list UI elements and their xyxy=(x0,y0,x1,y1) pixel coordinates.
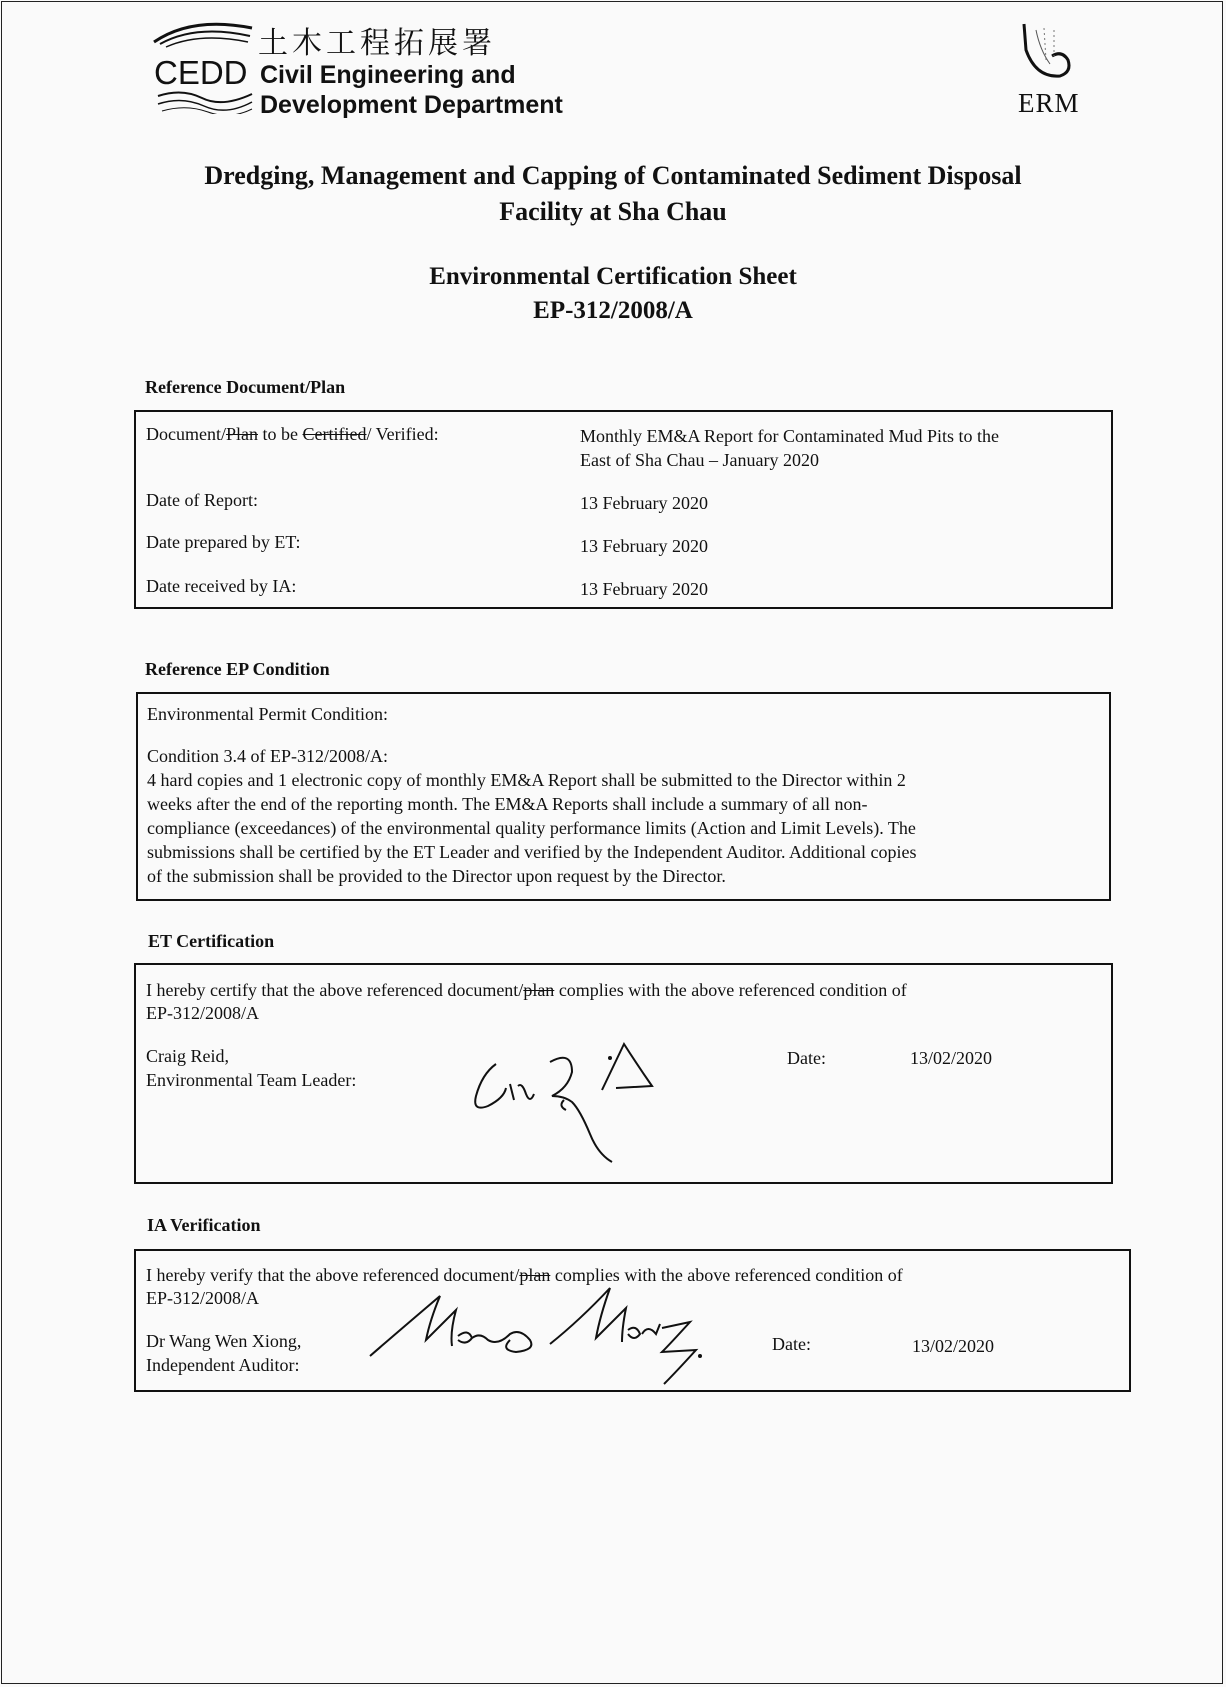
ia-signer-name: Dr Wang Wen Xiong, xyxy=(146,1331,302,1351)
date-received-label: Date received by IA: xyxy=(146,576,297,596)
document-label: Document/Plan to be Certified/ Verified: xyxy=(146,424,439,444)
document-value-line1: Monthly EM&A Report for Contaminated Mud Pits to the xyxy=(580,426,999,446)
ep-condition-line: of the submission shall be provided to the Director upon request by the Director. xyxy=(147,866,726,886)
document-value-line2: East of Sha Chau – January 2020 xyxy=(580,450,819,470)
sheet-title-line2: EP-312/2008/A xyxy=(533,297,693,324)
et-date-label: Date: xyxy=(787,1048,826,1068)
cedd-chinese-name: 土木工程拓展署 xyxy=(258,26,496,61)
ia-signature xyxy=(360,1280,720,1390)
cedd-english-name xyxy=(260,60,563,120)
document-title-line2: Facility at Sha Chau xyxy=(499,197,727,226)
date-prepared-label: Date prepared by ET: xyxy=(146,532,301,552)
cedd-logo xyxy=(152,14,262,114)
et-signer-role: Environmental Team Leader: xyxy=(146,1070,357,1090)
ia-signer-role: Independent Auditor: xyxy=(146,1355,300,1375)
ep-condition-label: Environmental Permit Condition: xyxy=(147,704,388,724)
svg-text:CEDD: CEDD xyxy=(154,54,248,91)
ep-condition-text xyxy=(147,768,1107,888)
document-value xyxy=(580,424,999,472)
et-certification-heading: ET Certification xyxy=(148,931,275,951)
document-title-line1: Dredging, Management and Capping of Contaminated Sediment Disposal xyxy=(204,161,1022,190)
date-prepared-value: 13 February 2020 xyxy=(580,536,708,556)
ep-condition-line: 4 hard copies and 1 electronic copy of monthly EM&A Report shall be submitted to the Director within 2 xyxy=(147,770,906,790)
cedd-name-line1: Civil Engineering and xyxy=(260,61,516,89)
ep-condition-heading: Reference EP Condition xyxy=(145,659,330,679)
ia-statement-line2: EP-312/2008/A xyxy=(146,1288,260,1308)
et-date-value: 13/02/2020 xyxy=(910,1048,993,1068)
date-received-value: 13 February 2020 xyxy=(580,579,708,599)
ia-date-value: 13/02/2020 xyxy=(912,1336,995,1356)
ia-date-label: Date: xyxy=(772,1334,811,1354)
ep-condition-title: Condition 3.4 of EP-312/2008/A: xyxy=(147,746,389,766)
et-signer-name: Craig Reid, xyxy=(146,1046,229,1066)
document-title xyxy=(0,158,1226,230)
et-statement-line1: I hereby certify that the above referenced document/plan complies with the above referenced condition of xyxy=(146,980,907,1000)
date-of-report-label: Date of Report: xyxy=(146,490,258,510)
ep-condition-line: submissions shall be certified by the ET Leader and verified by the Independent Auditor. Additional copies xyxy=(147,842,917,862)
cedd-name-line2: Development Department xyxy=(260,91,563,119)
sheet-title xyxy=(0,260,1226,328)
erm-logo-text: ERM xyxy=(1018,88,1080,118)
ia-statement-line1: I hereby verify that the above referenced document/plan complies with the above referenced condition of xyxy=(146,1265,903,1285)
ia-verification-heading: IA Verification xyxy=(147,1215,261,1235)
ep-condition-line: weeks after the end of the reporting month. The EM&A Reports shall include a summary of all non- xyxy=(147,794,868,814)
et-statement-line2: EP-312/2008/A xyxy=(146,1003,260,1023)
erm-logo-icon xyxy=(1016,20,1076,90)
date-of-report-value: 13 February 2020 xyxy=(580,493,708,513)
sheet-title-line1: Environmental Certification Sheet xyxy=(429,263,797,290)
ep-condition-line: compliance (exceedances) of the environmental quality performance limits (Action and Limit Levels). The xyxy=(147,818,916,838)
reference-document-heading: Reference Document/Plan xyxy=(145,377,346,397)
et-signature xyxy=(460,1040,660,1170)
